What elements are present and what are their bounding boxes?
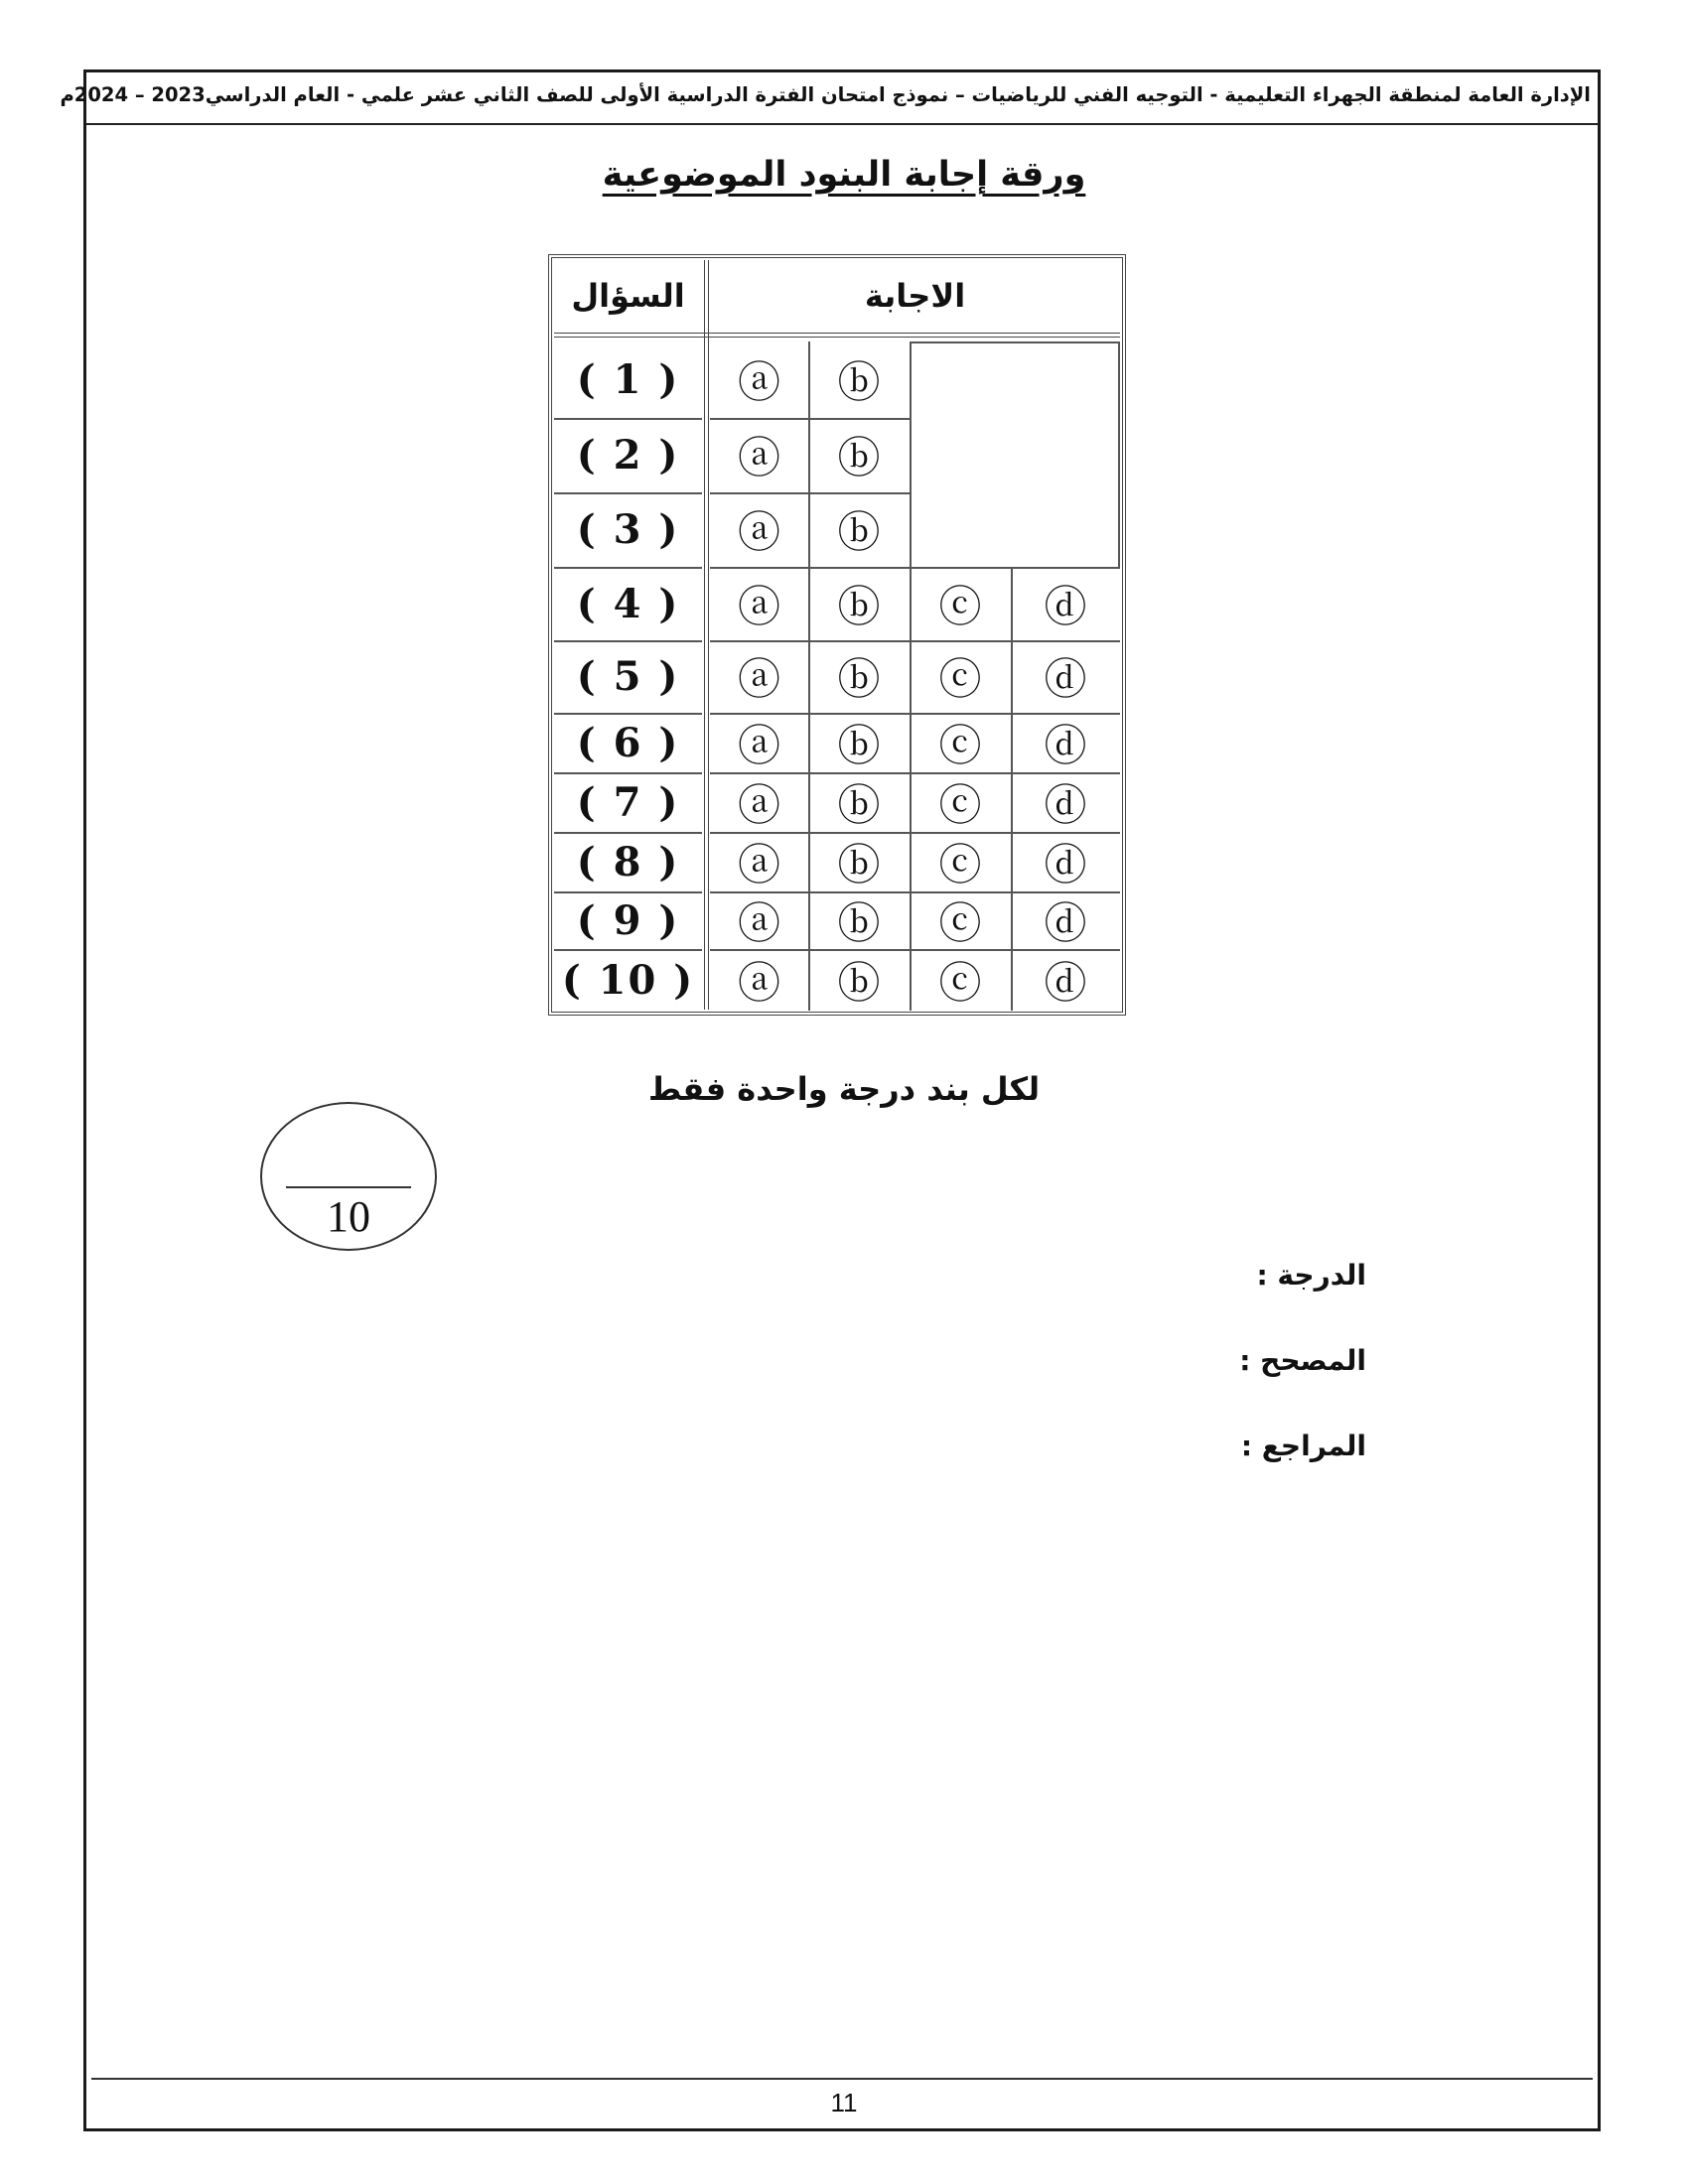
answer-bubble-c[interactable]: ⓒ	[938, 582, 982, 632]
question-number: ( 1 )	[576, 356, 680, 403]
page-title: ورقة إجابة البنود الموضوعية	[602, 155, 1086, 195]
answer-bubble-c[interactable]: ⓒ	[938, 958, 982, 1009]
column-divider	[910, 832, 912, 891]
column-divider	[1011, 949, 1013, 1011]
answer-bubble-b[interactable]: ⓑ	[837, 434, 881, 483]
column-divider	[808, 341, 810, 418]
answer-bubble-a[interactable]: ⓐ	[738, 780, 780, 831]
column-divider	[1011, 891, 1013, 949]
answer-bubble-a[interactable]: ⓐ	[738, 840, 780, 890]
page-number: 11	[830, 2088, 858, 2117]
column-divider	[808, 492, 810, 567]
question-number: ( 5 )	[576, 653, 680, 700]
column-divider	[808, 772, 810, 832]
column-divider	[1011, 772, 1013, 832]
corrector-label: المصحح :	[1239, 1344, 1366, 1377]
answer-bubble-b[interactable]: ⓑ	[837, 958, 881, 1009]
answer-bubble-b[interactable]: ⓑ	[837, 780, 881, 831]
page-header: الإدارة العامة لمنطقة الجهراء التعليمية - التوجيه الفني للرياضيات – نموذج امتحان الفترة الدراسية الأولى للصف الثاني عشر علمي - العام الدراسي2023 – 2024م	[60, 83, 1591, 106]
scoring-note: لكل بند درجة واحدة فقط	[647, 1070, 1041, 1108]
column-divider	[1011, 567, 1013, 640]
column-divider	[910, 418, 912, 492]
answer-bubble-a[interactable]: ⓐ	[738, 898, 780, 949]
column-divider	[910, 492, 912, 567]
column-divider	[808, 832, 810, 891]
answer-bubble-c[interactable]: ⓒ	[938, 898, 982, 949]
answer-bubble-b[interactable]: ⓑ	[837, 358, 881, 408]
answer-bubble-d[interactable]: ⓓ	[1044, 780, 1087, 831]
score-max: 10	[327, 1192, 370, 1241]
column-divider	[808, 891, 810, 949]
answer-grid	[548, 254, 1129, 1019]
answer-bubble-d[interactable]: ⓓ	[1044, 840, 1087, 890]
answer-bubble-c[interactable]: ⓒ	[938, 655, 982, 705]
column-divider	[910, 772, 912, 832]
column-divider	[910, 640, 912, 713]
answer-bubble-a[interactable]: ⓐ	[738, 582, 780, 632]
question-number: ( 8 )	[576, 838, 680, 886]
question-number: ( 9 )	[576, 896, 680, 944]
column-divider	[1011, 832, 1013, 891]
answer-bubble-b[interactable]: ⓑ	[837, 582, 881, 632]
answer-bubble-d[interactable]: ⓓ	[1044, 582, 1087, 632]
header-double-rule	[554, 333, 1120, 338]
reviewer-label: المراجع :	[1240, 1430, 1366, 1462]
answer-bubble-b[interactable]: ⓑ	[837, 508, 881, 558]
header-divider	[86, 123, 1598, 125]
column-divider	[910, 341, 912, 418]
column-divider	[808, 949, 810, 1011]
score-fraction-line	[286, 1186, 411, 1188]
empty-area-border	[910, 341, 1120, 343]
column-divider	[910, 713, 912, 772]
column-double-rule	[704, 260, 709, 1010]
answer-bubble-c[interactable]: ⓒ	[938, 721, 982, 771]
grade-label: الدرجة :	[1256, 1259, 1366, 1292]
question-number: ( 7 )	[576, 778, 680, 826]
answer-bubble-d[interactable]: ⓓ	[1044, 958, 1087, 1009]
column-divider	[808, 418, 810, 492]
question-number: ( 3 )	[576, 506, 680, 553]
question-column-header: السؤال	[571, 277, 685, 315]
answer-bubble-a[interactable]: ⓐ	[738, 958, 780, 1009]
answer-bubble-a[interactable]: ⓐ	[738, 721, 780, 771]
column-divider	[910, 891, 912, 949]
answer-bubble-a[interactable]: ⓐ	[738, 508, 780, 558]
question-number: ( 4 )	[576, 580, 680, 627]
answer-column-header: الاجابة	[864, 277, 966, 315]
answer-bubble-c[interactable]: ⓒ	[938, 840, 982, 890]
answer-bubble-b[interactable]: ⓑ	[837, 721, 881, 771]
answer-bubble-a[interactable]: ⓐ	[738, 358, 780, 408]
column-divider	[808, 713, 810, 772]
answer-bubble-d[interactable]: ⓓ	[1044, 655, 1087, 705]
question-number: ( 10 )	[561, 956, 695, 1004]
answer-bubble-c[interactable]: ⓒ	[938, 780, 982, 831]
empty-area-border	[1118, 341, 1120, 567]
column-divider	[808, 567, 810, 640]
answer-bubble-a[interactable]: ⓐ	[738, 655, 780, 705]
answer-bubble-d[interactable]: ⓓ	[1044, 721, 1087, 771]
column-divider	[910, 949, 912, 1011]
empty-area-border	[910, 567, 1120, 569]
question-number: ( 2 )	[576, 432, 680, 478]
question-number: ( 6 )	[576, 719, 680, 766]
column-divider	[808, 640, 810, 713]
answer-bubble-b[interactable]: ⓑ	[837, 898, 881, 949]
answer-bubble-b[interactable]: ⓑ	[837, 840, 881, 890]
column-divider	[1011, 640, 1013, 713]
answer-bubble-b[interactable]: ⓑ	[837, 655, 881, 705]
answer-bubble-d[interactable]: ⓓ	[1044, 898, 1087, 949]
column-divider	[1011, 713, 1013, 772]
column-divider	[910, 567, 912, 640]
answer-bubble-a[interactable]: ⓐ	[738, 434, 780, 483]
footer-divider	[91, 2078, 1593, 2080]
